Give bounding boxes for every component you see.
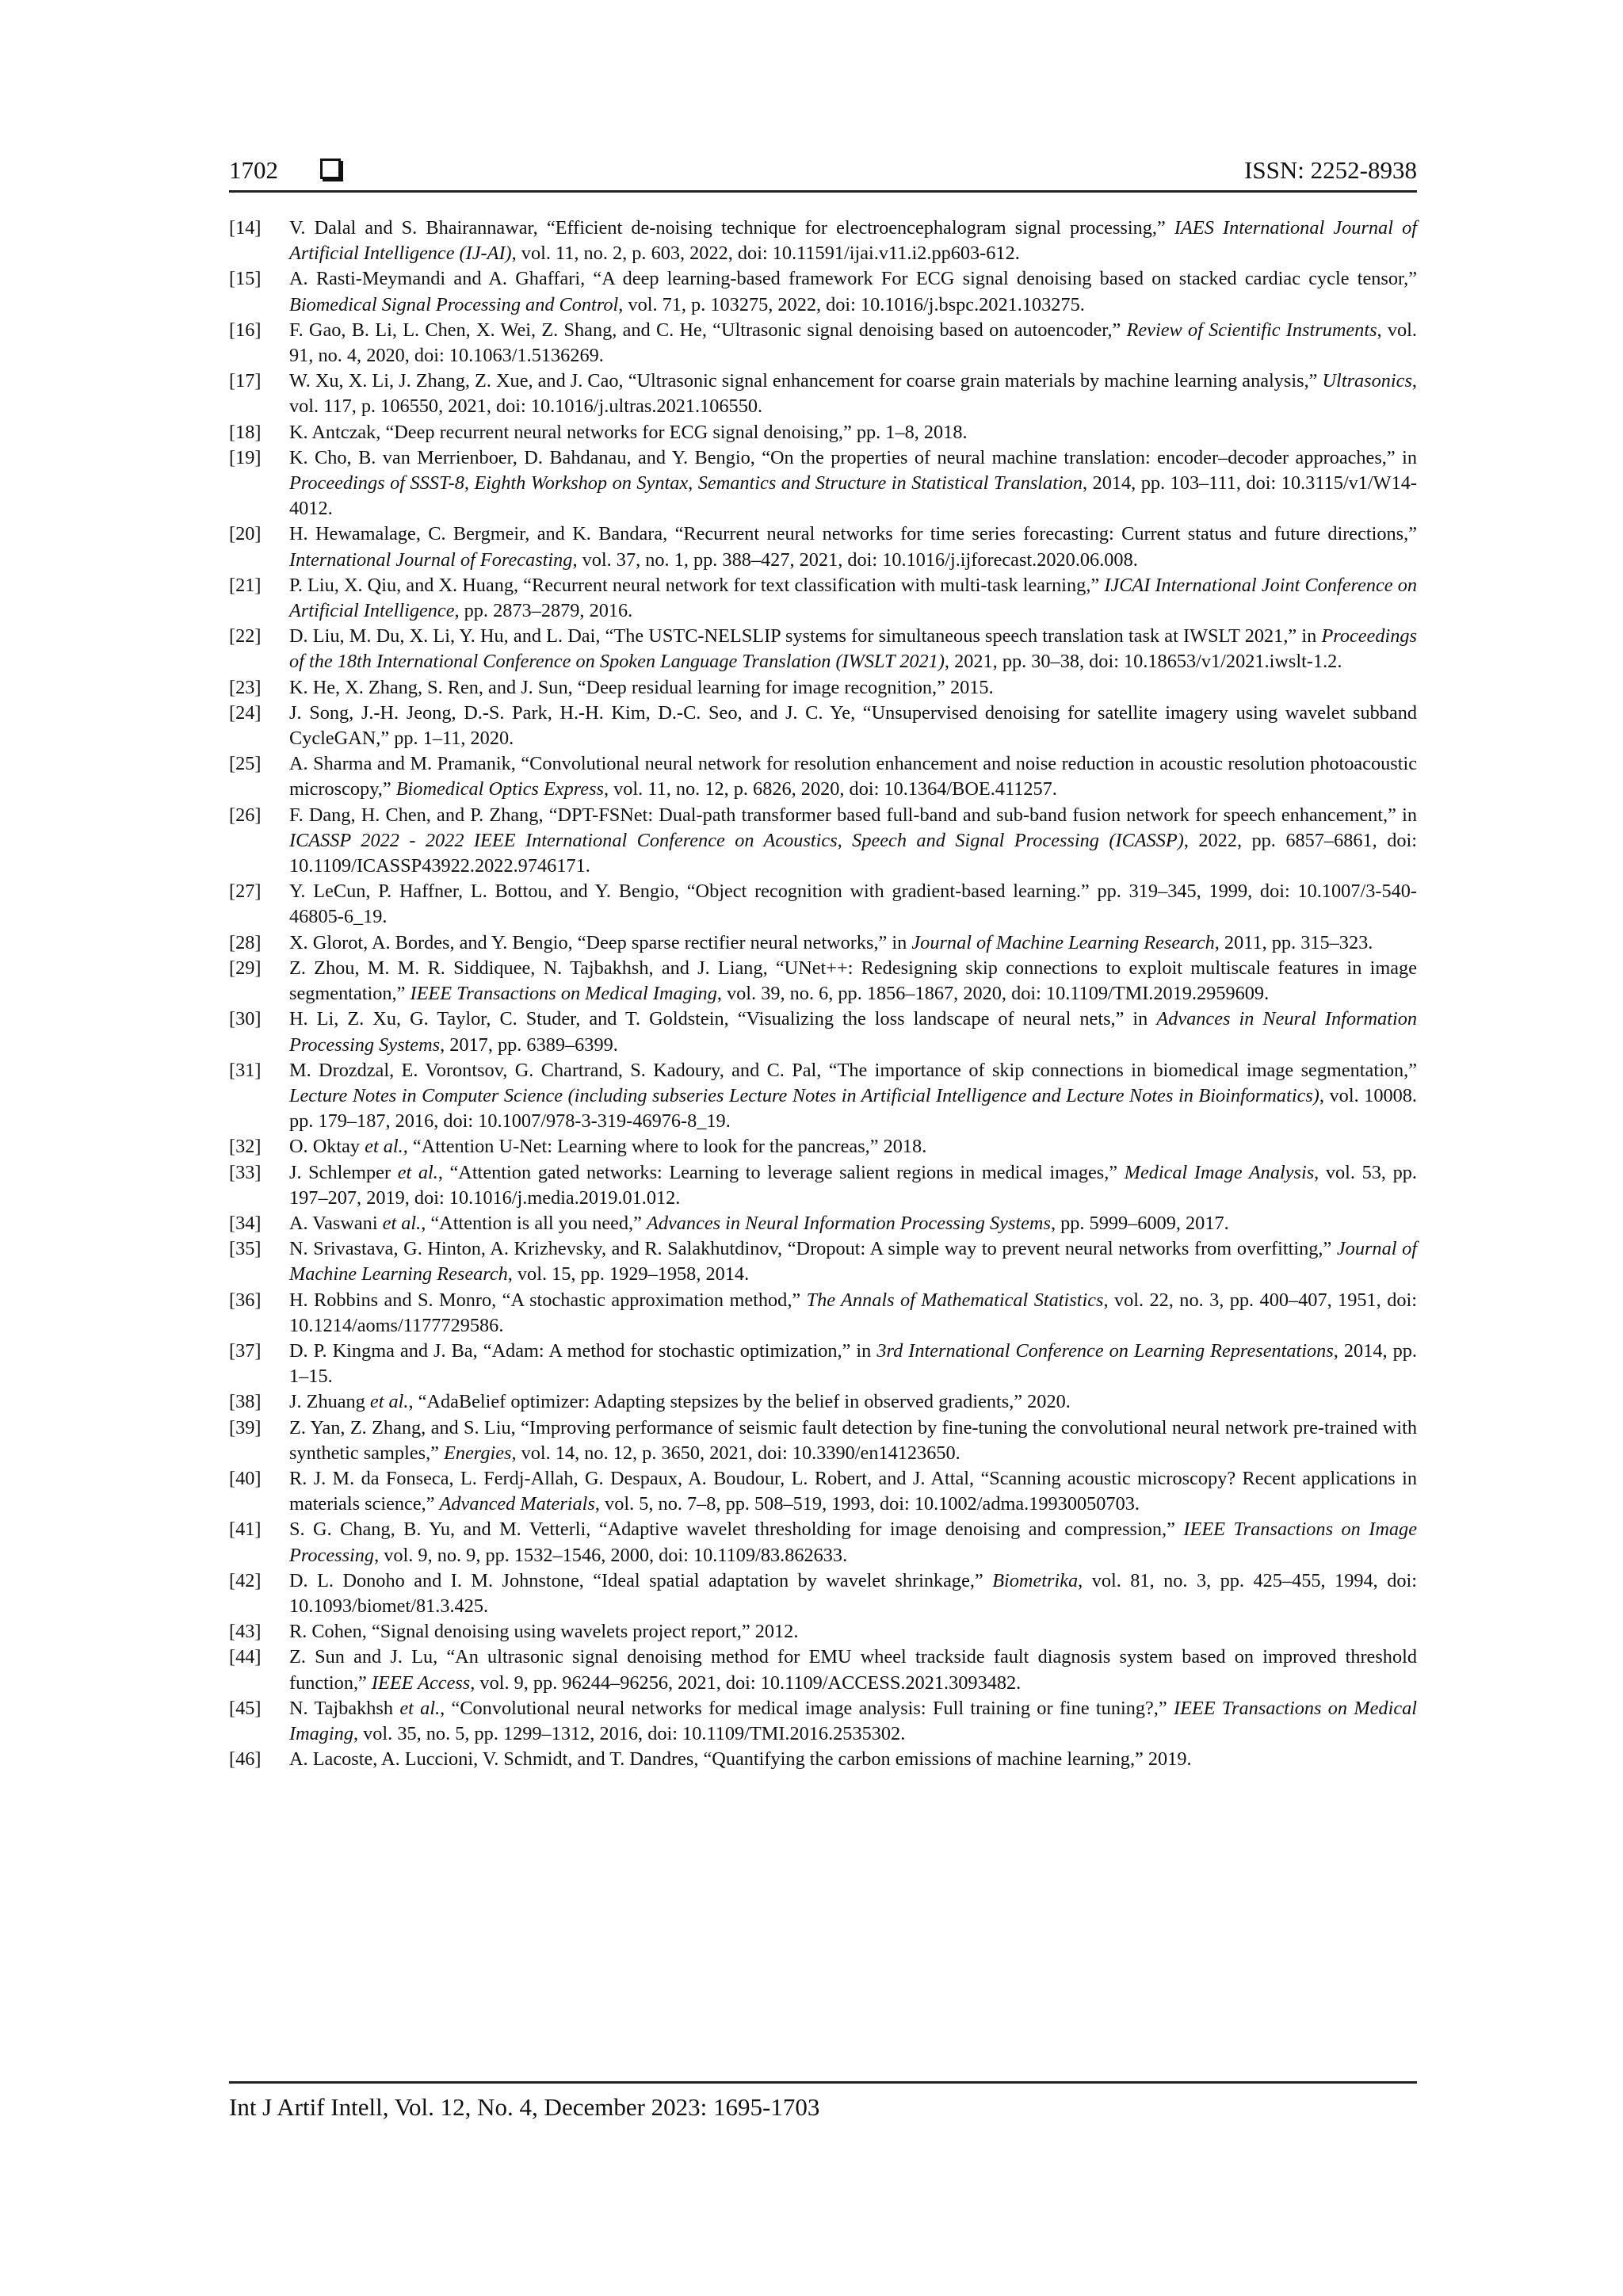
reference-number: [33] <box>229 1161 262 1183</box>
reference-number: [45] <box>229 1697 262 1719</box>
reference-text <box>289 523 1417 570</box>
reference-segment: Y. LeCun, P. Haffner, L. Bottou, and Y. Bengio, “Object recognition with gradient-based learning.” pp. 319–345, 1999, doi: 10.1007/3-540-46805-6_19. <box>289 881 1417 928</box>
reference-italic-segment: IJCAI International Joint Conference on Artificial Intelligence <box>289 574 1417 622</box>
reference-italic-segment: et al. <box>365 1136 403 1158</box>
reference-italic-segment: Lecture Notes in Computer Science (including subseries Lecture Notes in Artificial Intelligence and Lecture Notes in Bioinformatics) <box>289 1084 1319 1106</box>
reference-italic-segment: Journal of Machine Learning Research <box>911 931 1215 953</box>
reference-segment: W. Xu, X. Li, J. Zhang, Z. Xue, and J. Cao, “Ultrasonic signal enhancement for coarse grain materials by machine learning analysis,” <box>289 370 1323 392</box>
reference-number: [28] <box>229 931 262 953</box>
reference-text <box>289 1238 1417 1285</box>
reference-segment: D. P. Kingma and J. Ba, “Adam: A method for stochastic optimization,” in <box>289 1339 877 1362</box>
reference-item <box>229 1517 1417 1568</box>
reference-segment: , “AdaBelief optimizer: Adapting stepsizes by the belief in observed gradients,” 2020. <box>408 1391 1071 1413</box>
journal-citation: Int J Artif Intell, Vol. 12, No. 4, December 2023: 1695-1703 <box>229 2093 820 2121</box>
reference-segment: S. G. Chang, B. Yu, and M. Vetterli, “Adaptive wavelet thresholding for image denoising and compression,” <box>289 1519 1184 1541</box>
reference-item <box>229 1211 1417 1236</box>
reference-italic-segment: The Annals of Mathematical Statistics <box>806 1289 1104 1311</box>
reference-segment: , 2011, pp. 315–323. <box>1214 931 1373 953</box>
reference-segment: , 2021, pp. 30–38, doi: 10.18653/v1/2021.iwslt-1.2. <box>944 651 1342 673</box>
reference-list <box>229 216 1417 1772</box>
reference-segment: R. Cohen, “Signal denoising using wavelets project report,” 2012. <box>289 1621 799 1643</box>
reference-text <box>289 1698 1417 1744</box>
reference-segment: , pp. 5999–6009, 2017. <box>1050 1212 1229 1234</box>
reference-item <box>229 1696 1417 1747</box>
reference-text <box>289 422 968 443</box>
reference-item <box>229 751 1417 802</box>
reference-segment: , vol. 37, no. 1, pp. 388–427, 2021, doi: 10.1016/j.ijforecast.2020.06.008. <box>572 548 1138 571</box>
reference-segment: , vol. 35, no. 5, pp. 1299–1312, 2016, doi: 10.1109/TMI.2016.2535302. <box>353 1722 906 1744</box>
reference-text <box>289 1417 1417 1464</box>
reference-segment: , vol. 5, no. 7–8, pp. 508–519, 1993, doi: 10.1002/adma.19930050703. <box>594 1493 1140 1515</box>
reference-text <box>289 702 1417 749</box>
reference-segment: K. Antczak, “Deep recurrent neural networks for ECG signal denoising,” pp. 1–8, 2018. <box>289 421 968 443</box>
reference-segment: , pp. 2873–2879, 2016. <box>454 600 633 622</box>
reference-number: [42] <box>229 1569 262 1591</box>
reference-italic-segment: IEEE Transactions on Image Processing <box>289 1519 1417 1566</box>
page-number: 1702 <box>229 156 278 184</box>
reference-item <box>229 930 1417 956</box>
reference-text <box>289 1289 1417 1336</box>
reference-number: [32] <box>229 1136 262 1158</box>
reference-segment: , vol. 10008. pp. 179–187, 2016, doi: 10.1007/978-3-319-46976-8_19. <box>289 1084 1417 1133</box>
reference-item <box>229 803 1417 880</box>
reference-segment: , “Convolutional neural networks for medical image analysis: Full training or fine tuning?,” <box>440 1697 1174 1719</box>
reference-number: [16] <box>229 319 262 341</box>
reference-italic-segment: et al. <box>382 1212 422 1234</box>
reference-segment: , vol. 9, pp. 96244–96256, 2021, doi: 10.1109/ACCESS.2021.3093482. <box>470 1671 1022 1694</box>
reference-italic-segment: IEEE Access <box>371 1671 471 1694</box>
reference-italic-segment: Biometrika <box>992 1569 1079 1591</box>
reference-number: [37] <box>229 1339 262 1362</box>
reference-number: [15] <box>229 268 262 290</box>
reference-segment: , vol. 14, no. 12, p. 3650, 2021, doi: 10.3390/en14123650. <box>511 1442 960 1464</box>
reference-segment: H. Hewamalage, C. Bergmeir, and K. Bandara, “Recurrent neural networks for time series forecasting: Current status and future directions,” <box>289 523 1417 545</box>
reference-segment: F. Dang, H. Chen, and P. Zhang, “DPT-FSNet: Dual-path transformer based full-band and sub-band fusion network for speech enhancement,” in <box>289 804 1417 826</box>
reference-segment: , “Attention is all you need,” <box>421 1212 647 1234</box>
reference-segment: , vol. 39, no. 6, pp. 1856–1867, 2020, doi: 10.1109/TMI.2019.2959609. <box>716 983 1270 1005</box>
reference-item <box>229 1339 1417 1389</box>
reference-text <box>289 447 1417 519</box>
reference-item <box>229 1236 1417 1287</box>
reference-number: [43] <box>229 1621 262 1643</box>
reference-text <box>289 957 1417 1004</box>
reference-text <box>289 1340 1417 1387</box>
reference-item <box>229 1389 1417 1415</box>
reference-number: [31] <box>229 1059 262 1081</box>
reference-italic-segment: Advanced Materials <box>439 1493 595 1515</box>
page-header <box>229 155 1417 193</box>
reference-italic-segment: Biomedical Optics Express <box>395 778 604 800</box>
reference-text <box>289 1570 1417 1617</box>
reference-number: [34] <box>229 1212 262 1234</box>
page-footer <box>229 2081 1417 2122</box>
reference-item <box>229 1134 1417 1159</box>
reference-item <box>229 573 1417 624</box>
reference-text <box>289 1162 1417 1209</box>
reference-text <box>289 1621 798 1642</box>
reference-number: [40] <box>229 1467 262 1489</box>
reference-item <box>229 956 1417 1007</box>
reference-italic-segment: et al. <box>397 1161 438 1183</box>
reference-text <box>289 881 1417 927</box>
reference-number: [23] <box>229 676 262 698</box>
reference-number: [20] <box>229 523 262 545</box>
reference-item <box>229 420 1417 445</box>
reference-segment: , “Attention gated networks: Learning to leverage salient regions in medical images,” <box>437 1161 1125 1183</box>
reference-segment: , 2022, pp. 6857–6861, doi: 10.1109/ICASSP43922.2022.9746171. <box>289 829 1417 877</box>
reference-segment: , vol. 91, no. 4, 2020, doi: 10.1063/1.5136269. <box>289 319 1417 367</box>
reference-item <box>229 521 1417 572</box>
reference-number: [19] <box>229 446 262 468</box>
reference-italic-segment: Advances in Neural Information Processing Systems <box>647 1212 1051 1234</box>
reference-text <box>289 804 1417 877</box>
reference-text <box>289 1748 1192 1770</box>
reference-item <box>229 445 1417 522</box>
reference-segment: N. Srivastava, G. Hinton, A. Krizhevsky, and R. Salakhutdinov, “Dropout: A simple way to prevent neural networks from overfitting,” <box>289 1238 1337 1260</box>
reference-item <box>229 1619 1417 1645</box>
reference-segment: A. Sharma and M. Pramanik, “Convolutional neural network for resolution enhancement and noise reduction in acoustic resolution photoacoustic microscopy,” <box>289 753 1417 800</box>
reference-segment: A. Lacoste, A. Luccioni, V. Schmidt, and T. Dandres, “Quantifying the carbon emissions of machine learning,” 2019. <box>289 1748 1192 1771</box>
reference-text <box>289 1646 1417 1693</box>
reference-segment: J. Zhuang <box>289 1391 370 1413</box>
reference-item <box>229 1007 1417 1057</box>
reference-item <box>229 1747 1417 1772</box>
reference-item <box>229 879 1417 930</box>
reference-segment: J. Song, J.-H. Jeong, D.-S. Park, H.-H. Kim, D.-C. Seo, and J. C. Ye, “Unsupervised denoising for satellite imagery using wavelet subband CycleGAN,” pp. 1–11, 2020. <box>289 701 1417 750</box>
reference-number: [27] <box>229 881 262 903</box>
reference-segment: , “Attention U-Net: Learning where to look for the pancreas,” 2018. <box>403 1136 927 1158</box>
reference-italic-segment: IEEE Transactions on Medical Imaging <box>289 1697 1418 1744</box>
reference-italic-segment: Review of Scientific Instruments <box>1126 319 1377 341</box>
reference-number: [21] <box>229 574 262 596</box>
reference-text <box>289 1519 1417 1565</box>
reference-text <box>289 1213 1229 1234</box>
reference-item <box>229 1288 1417 1339</box>
reference-italic-segment: International Journal of Forecasting <box>289 548 573 571</box>
reference-number: [24] <box>229 701 262 724</box>
reference-italic-segment: Biomedical Signal Processing and Control <box>289 293 619 315</box>
reference-item <box>229 1415 1417 1466</box>
reference-segment: M. Drozdzal, E. Vorontsov, G. Chartrand, S. Kadoury, and C. Pal, “The importance of skip connections in biomedical image segmentation,” <box>289 1059 1417 1081</box>
reference-item <box>229 318 1417 369</box>
reference-segment: , 2017, pp. 6389–6399. <box>440 1033 618 1056</box>
issn-label: ISSN: 2252-8938 <box>1244 156 1417 184</box>
reference-italic-segment: Journal of Machine Learning Research <box>289 1238 1418 1286</box>
reference-text <box>289 1468 1417 1515</box>
reference-item <box>229 1160 1417 1211</box>
reference-item <box>229 1058 1417 1135</box>
reference-item <box>229 216 1417 266</box>
reference-segment: K. He, X. Zhang, S. Ren, and J. Sun, “Deep residual learning for image recognition,” 2015. <box>289 676 994 698</box>
reference-number: [44] <box>229 1646 262 1668</box>
reference-item <box>229 1466 1417 1517</box>
reference-segment: , vol. 15, pp. 1929–1958, 2014. <box>507 1263 750 1286</box>
reference-segment: O. Oktay <box>289 1136 365 1158</box>
reference-item <box>229 266 1417 317</box>
reference-segment: J. Schlemper <box>289 1161 398 1183</box>
reference-segment: D. Liu, M. Du, X. Li, Y. Hu, and L. Dai, “The USTC-NELSLIP systems for simultaneous speech translation task at IWSLT 2021,” in <box>289 625 1322 648</box>
reference-segment: D. L. Donoho and I. M. Johnstone, “Ideal spatial adaptation by wavelet shrinkage,” <box>289 1569 993 1591</box>
reference-number: [18] <box>229 421 262 443</box>
reference-segment: , vol. 53, pp. 197–207, 2019, doi: 10.1016/j.media.2019.01.012. <box>289 1161 1417 1209</box>
reference-number: [26] <box>229 804 262 826</box>
reference-segment: A. Vaswani <box>289 1212 383 1234</box>
reference-text <box>289 319 1417 366</box>
reference-segment: H. Robbins and S. Monro, “A stochastic approximation method,” <box>289 1289 807 1311</box>
reference-text <box>289 625 1417 672</box>
reference-italic-segment: ICASSP 2022 - 2022 IEEE International Conference on Acoustics, Speech and Signal Processing (ICASSP) <box>289 829 1184 851</box>
reference-text <box>289 268 1417 315</box>
reference-number: [41] <box>229 1519 262 1541</box>
reference-number: [39] <box>229 1416 262 1438</box>
reference-number: [30] <box>229 1008 262 1030</box>
reference-segment: , vol. 22, no. 3, pp. 400–407, 1951, doi: 10.1214/aoms/1177729586. <box>289 1289 1417 1336</box>
reference-text <box>289 370 1417 417</box>
reference-segment: A. Rasti-Meymandi and A. Ghaffari, “A deep learning-based framework For ECG signal denoising based on stacked cardiac cycle tensor,” <box>289 268 1417 290</box>
reference-segment: Z. Zhou, M. M. R. Siddiquee, N. Tajbakhsh, and J. Liang, “UNet++: Redesigning skip connections to exploit multiscale features in image segmentation,” <box>289 957 1417 1005</box>
reference-number: [38] <box>229 1391 262 1413</box>
reference-segment: , vol. 71, p. 103275, 2022, doi: 10.1016/j.bspc.2021.103275. <box>618 293 1085 315</box>
reference-text <box>289 575 1417 621</box>
reference-segment: , vol. 81, no. 3, pp. 425–455, 1994, doi: 10.1093/biomet/81.3.425. <box>289 1569 1417 1617</box>
reference-segment: F. Gao, B. Li, L. Chen, X. Wei, Z. Shang, and C. He, “Ultrasonic signal denoising based on autoencoder,” <box>289 319 1127 341</box>
reference-segment: , vol. 117, p. 106550, 2021, doi: 10.1016/j.ultras.2021.106550. <box>289 370 1417 418</box>
reference-segment: , vol. 11, no. 2, p. 603, 2022, doi: 10.11591/ijai.v11.i2.pp603-612. <box>511 243 1020 265</box>
reference-text <box>289 753 1417 800</box>
reference-segment: K. Cho, B. van Merrienboer, D. Bahdanau, and Y. Bengio, “On the properties of neural machine translation: encoder–decoder approaches,” in <box>289 446 1417 468</box>
reference-number: [14] <box>229 217 262 239</box>
reference-text <box>289 1060 1417 1132</box>
reference-number: [29] <box>229 957 262 979</box>
reference-item <box>229 675 1417 701</box>
reference-segment: Z. Yan, Z. Zhang, and S. Liu, “Improving performance of seismic fault detection by fine-tuning the convolutional neural network pre-trained with synthetic samples,” <box>289 1416 1417 1464</box>
reference-segment: H. Li, Z. Xu, G. Taylor, C. Studer, and T. Goldstein, “Visualizing the loss landscape of neural nets,” in <box>289 1008 1157 1030</box>
reference-italic-segment: Energies <box>444 1442 512 1464</box>
reference-text <box>289 1136 926 1157</box>
square-box-icon <box>320 159 341 179</box>
reference-italic-segment: et al. <box>369 1391 409 1413</box>
reference-segment: V. Dalal and S. Bhairannawar, “Efficient de-noising technique for electroencephalogram signal processing,” <box>289 217 1174 239</box>
reference-segment: , vol. 9, no. 9, pp. 1532–1546, 2000, doi: 10.1109/83.862633. <box>374 1544 848 1566</box>
reference-italic-segment: IAES International Journal of Artificial Intelligence (IJ-AI) <box>289 217 1417 265</box>
reference-number: [17] <box>229 370 262 392</box>
reference-segment: , 2014, pp. 103–111, doi: 10.3115/v1/W14-4012. <box>289 472 1417 520</box>
reference-segment: , vol. 11, no. 12, p. 6826, 2020, doi: 10.1364/BOE.411257. <box>603 778 1057 800</box>
reference-italic-segment: Advances in Neural Information Processing Systems <box>289 1008 1418 1056</box>
reference-item <box>229 1645 1417 1695</box>
reference-segment: P. Liu, X. Qiu, and X. Huang, “Recurrent neural network for text classification with multi-task learning,” <box>289 574 1105 596</box>
reference-italic-segment: IEEE Transactions on Medical Imaging <box>410 983 717 1005</box>
reference-text <box>289 677 994 698</box>
reference-item <box>229 624 1417 674</box>
reference-item <box>229 701 1417 751</box>
reference-item <box>229 369 1417 419</box>
reference-text <box>289 932 1373 953</box>
reference-segment: Z. Sun and J. Lu, “An ultrasonic signal denoising method for EMU wheel trackside fault diagnosis system based on improved threshold function,” <box>289 1646 1417 1694</box>
reference-number: [22] <box>229 625 262 648</box>
reference-segment: X. Glorot, A. Bordes, and Y. Bengio, “Deep sparse rectifier neural networks,” in <box>289 931 912 953</box>
reference-segment: N. Tajbakhsh <box>289 1697 400 1719</box>
reference-italic-segment: Proceedings of SSST-8, Eighth Workshop on Syntax, Semantics and Structure in Statistical Translation <box>289 472 1083 495</box>
reference-text <box>289 217 1417 264</box>
reference-italic-segment: et al. <box>399 1697 441 1719</box>
reference-italic-segment: Medical Image Analysis <box>1124 1161 1315 1183</box>
reference-text <box>289 1391 1071 1412</box>
reference-number: [35] <box>229 1238 262 1260</box>
reference-italic-segment: Proceedings of the 18th International Conference on Spoken Language Translation (IWSLT 2021) <box>289 625 1417 673</box>
reference-number: [25] <box>229 753 262 775</box>
reference-italic-segment: 3rd International Conference on Learning Representations <box>876 1339 1334 1362</box>
reference-number: [36] <box>229 1289 262 1311</box>
reference-number: [46] <box>229 1748 262 1771</box>
reference-italic-segment: Ultrasonics <box>1322 370 1412 392</box>
reference-text <box>289 1008 1417 1055</box>
reference-segment: R. J. M. da Fonseca, L. Ferdj-Allah, G. Despaux, A. Boudour, L. Robert, and J. Attal, “Scanning acoustic microscopy? Recent applications in materials science,” <box>289 1467 1417 1515</box>
reference-item <box>229 1568 1417 1619</box>
reference-segment: , 2014, pp. 1–15. <box>289 1339 1417 1388</box>
